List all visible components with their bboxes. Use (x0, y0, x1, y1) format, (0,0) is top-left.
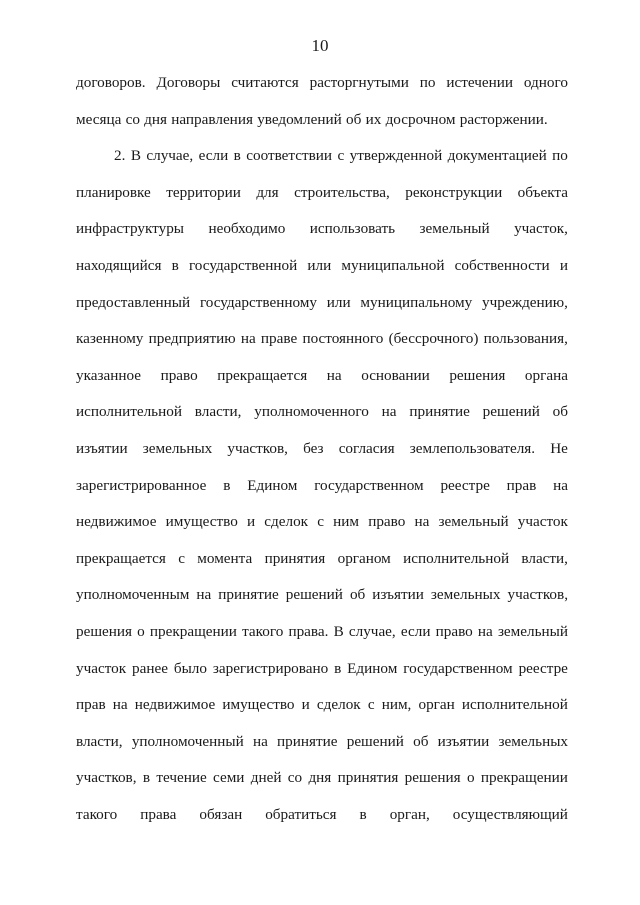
text-line: казенному предприятию на праве постоянного (бессрочного) пользования, (76, 330, 568, 348)
text-line: власти, уполномоченный на принятие решений об изъятии земельных (76, 732, 568, 750)
text-line: такого права обязан обратиться в орган, осуществляющий (76, 805, 568, 823)
text-line: договоров. Договоры считаются расторгнутыми по истечении одного (76, 74, 568, 91)
text-line: изъятии земельных участков, без согласия землепользователя. Не (76, 439, 568, 457)
page-number: 10 (311, 36, 329, 55)
text-line: зарегистрированное в Едином государственном реестре прав на (76, 476, 568, 494)
text-line: планировке территории для строительства, реконструкции объекта (76, 183, 568, 201)
text-line: уполномоченным на принятие решений об изъятии земельных участков, (76, 586, 568, 604)
text-line: месяца со дня направления уведомлений об их досрочном расторжении. (76, 110, 548, 128)
text-line: находящийся в государственной или муниципальной собственности и (76, 256, 568, 274)
text-line: участок ранее было зарегистрировано в Едином государственном реестре (76, 659, 568, 677)
text-line: участков, в течение семи дней со дня принятия решения о прекращении (76, 769, 568, 787)
text-line: прекращается с момента принятия органом исполнительной власти, (76, 549, 568, 567)
text-line: инфраструктуры необходимо использовать земельный участок, (76, 220, 568, 238)
text-line: исполнительной власти, уполномоченного на принятие решений об (76, 403, 568, 421)
text-line: недвижимое имущество и сделок с ним право на земельный участок (76, 513, 568, 531)
text-line: решения о прекращении такого права. В случае, если право на земельный (76, 622, 568, 640)
text-line: 2. В случае, если в соответствии с утвержденной документацией по (114, 147, 568, 165)
text-line: прав на недвижимое имущество и сделок с ним, орган исполнительной (76, 696, 568, 714)
text-line: предоставленный государственному или муниципальному учреждению, (76, 293, 568, 311)
document-body (76, 71, 568, 839)
text-line: указанное право прекращается на основании решения органа (76, 366, 568, 384)
